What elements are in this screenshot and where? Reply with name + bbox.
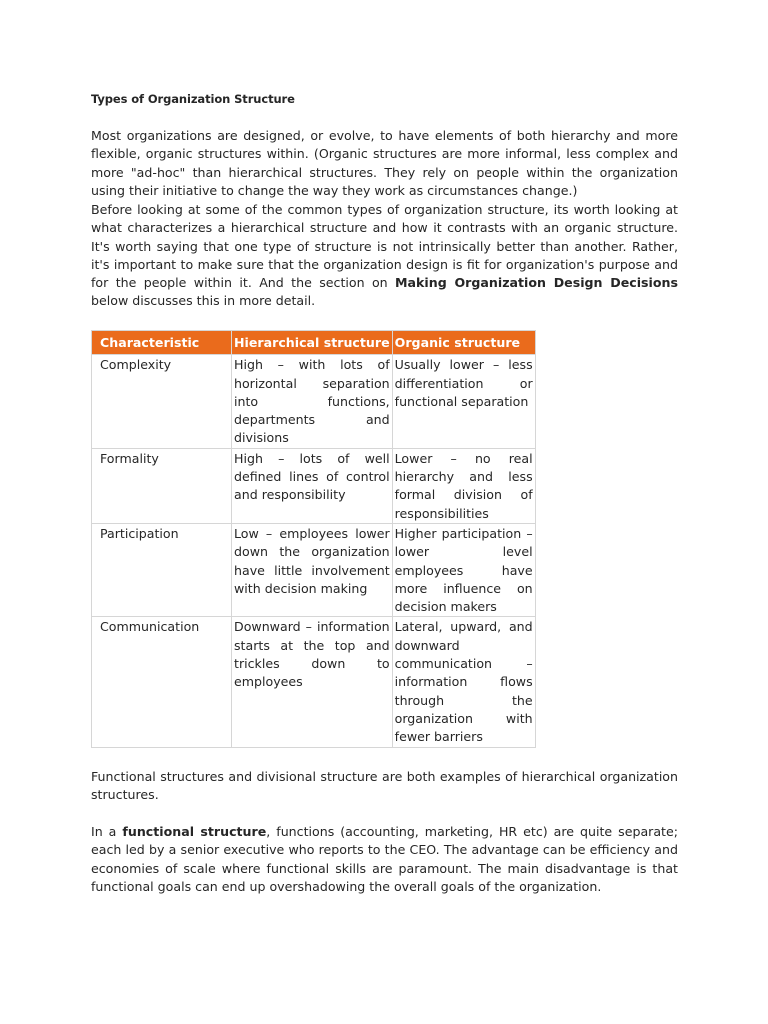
characteristic-cell: Communication <box>92 617 232 747</box>
hierarchical-cell: High – with lots of horizontal separation into functions, departments and divisions <box>232 355 393 448</box>
table-row <box>92 523 536 616</box>
hierarchical-cell: Downward – information starts at the top and trickles down to employees <box>232 617 393 747</box>
functional-text-end: , functions (accounting, marketing, HR etc) are quite separate; each led by a senior executive who reports to the CEO. The advantage can be efficiency and economies of scale where functional skills are paramount. The main disadvantage is that functional goals can end up overshadowing the overall goals of the organization. <box>91 824 678 894</box>
table-row <box>92 355 536 448</box>
organic-cell: Higher participation – lower level employees have more influence on decision makers <box>392 523 535 616</box>
intro-paragraph: Most organizations are designed, or evolve, to have elements of both hierarchy and more flexible, organic structures within. (Organic structures are more informal, less complex and more "ad-hoc" than hierarchical structures. They rely on people within the organization using their initiative to change the way they work as circumstances change.) <box>91 128 678 198</box>
characteristic-cell: Participation <box>92 523 232 616</box>
design-decisions-reference: Making Organization Design Decisions <box>395 275 678 291</box>
characteristic-cell: Formality <box>92 448 232 523</box>
organic-cell: Lateral, upward, and downward communication – information flows through the organization with fewer barriers <box>392 617 535 747</box>
comparison-paragraph <box>91 201 678 311</box>
table-row <box>92 617 536 747</box>
structure-comparison-table <box>91 330 536 748</box>
table-header-row <box>92 331 536 355</box>
organic-cell: Lower – no real hierarchy and less formal division of responsibilities <box>392 448 535 523</box>
functional-text-start: In a <box>91 824 123 839</box>
header-hierarchical: Hierarchical structure <box>232 331 393 355</box>
header-characteristic: Characteristic <box>92 331 232 355</box>
hierarchical-cell: High – lots of well defined lines of control and responsibility <box>232 448 393 523</box>
organic-cell: Usually lower – less differentiation or functional separation <box>392 355 535 448</box>
comparison-text-start: Before looking at some of the common types of organization structure, its worth looking at what characterizes a hierarchical structure and how it contrasts with an organic structure. It's worth saying that one type of structure is not intrinsically better than another. Rather, it's important to make sure that the organization design is fit for organization's purpose and for the people within it. And the section on <box>91 202 678 291</box>
functional-structure-term: functional structure <box>122 824 267 839</box>
table-row <box>92 448 536 523</box>
page-title: Types of Organization Structure <box>91 92 295 106</box>
characteristic-cell: Complexity <box>92 355 232 448</box>
hierarchical-cell: Low – employees lower down the organization have little involvement with decision making <box>232 523 393 616</box>
header-organic: Organic structure <box>392 331 535 355</box>
hierarchical-examples-paragraph: Functional structures and divisional structure are both examples of hierarchical organization structures. <box>91 769 678 803</box>
comparison-text-end: below discusses this in more detail. <box>91 293 316 309</box>
functional-structure-paragraph <box>91 823 678 896</box>
